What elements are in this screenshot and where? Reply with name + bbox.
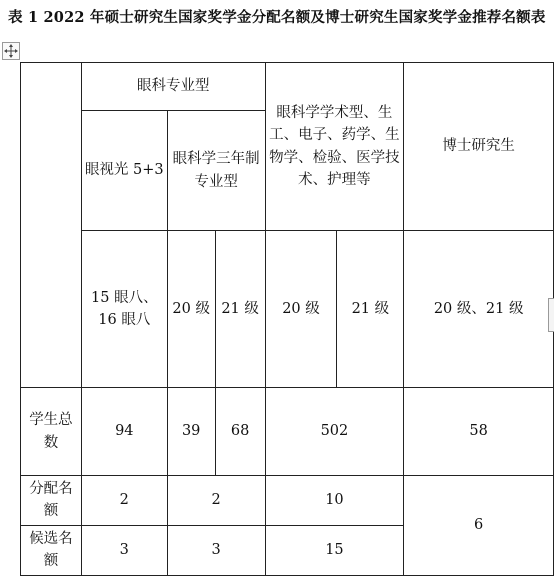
move-arrows-icon[interactable] — [2, 42, 20, 60]
total-phd: 58 — [404, 388, 554, 476]
total-eye-optometry: 94 — [81, 388, 167, 476]
total-academic: 502 — [265, 388, 404, 476]
document-title: 表 1 2022 年硕士研究生国家奖学金分配名额及博士研究生国家奖学金推荐名额表 — [8, 9, 546, 26]
grade-three-year-20: 20 级 — [167, 231, 215, 388]
grade-eye-optometry: 15 眼八、16 眼八 — [81, 231, 167, 388]
candidate-academic: 15 — [265, 525, 404, 575]
total-three-year-20: 39 — [167, 388, 215, 476]
scholarship-table — [20, 62, 554, 576]
collapse-tab-icon[interactable] — [548, 298, 554, 332]
quota-academic: 10 — [265, 476, 404, 526]
quota-eye-optometry: 2 — [81, 476, 167, 526]
table-row — [21, 476, 554, 526]
candidate-three-year: 3 — [167, 525, 265, 575]
col-header-eye-three-year: 眼科学三年制专业型 — [167, 111, 265, 231]
grade-phd: 20 级、21 级 — [404, 231, 554, 388]
total-three-year-21: 68 — [215, 388, 265, 476]
quota-phd: 6 — [404, 476, 554, 576]
table-row — [21, 388, 554, 476]
row-label-total-students: 学生总数 — [21, 388, 82, 476]
col-header-eye-optometry: 眼视光 5+3 — [81, 111, 167, 231]
quota-three-year: 2 — [167, 476, 265, 526]
corner-cell — [21, 63, 82, 388]
candidate-eye-optometry: 3 — [81, 525, 167, 575]
col-header-academic: 眼科学学术型、生工、电子、药学、生物学、检验、医学技术、护理等 — [265, 63, 404, 231]
grade-three-year-21: 21 级 — [215, 231, 265, 388]
row-label-candidate-quota: 候选名额 — [21, 525, 82, 575]
row-label-allocated-quota: 分配名额 — [21, 476, 82, 526]
grade-academic-21: 21 级 — [337, 231, 404, 388]
group-header-eye-professional: 眼科专业型 — [81, 63, 265, 111]
grade-academic-20: 20 级 — [265, 231, 337, 388]
col-header-phd: 博士研究生 — [404, 63, 554, 231]
